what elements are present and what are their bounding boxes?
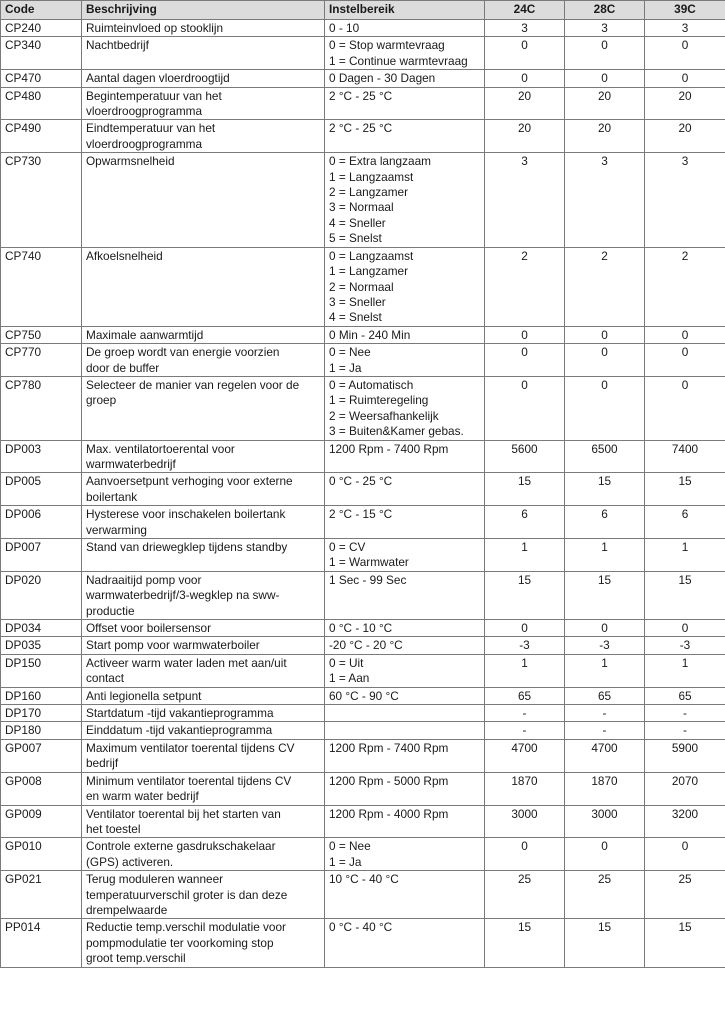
cell-24c: 3: [485, 153, 565, 247]
cell-28c: 15: [565, 571, 645, 619]
description-line: bedrijf: [86, 756, 119, 771]
table-row: [1, 37, 725, 70]
range-line: -20 °C - 20 °C: [329, 638, 403, 653]
table-row: [1, 70, 725, 87]
description-line: Stand van driewegklep tijdens standby: [86, 540, 288, 554]
cell-39c: 0: [645, 620, 725, 637]
cell-28c: 2: [565, 247, 645, 326]
cell-code: CP340: [1, 37, 82, 70]
cell-range: [325, 722, 485, 739]
cell-24c: 0: [485, 326, 565, 343]
cell-description: [82, 120, 325, 153]
cell-description: [82, 805, 325, 838]
range-line: 2 = Langzamer: [329, 185, 409, 200]
range-line: 1 = Ruimteregeling: [329, 393, 429, 408]
description-line: Maximum ventilator toerental tijdens CV: [86, 740, 295, 755]
description-line: Selecteer de manier van regelen voor de: [86, 377, 300, 392]
cell-code: DP007: [1, 539, 82, 572]
range-line: 0 = Langzaamst: [329, 248, 414, 263]
cell-description: [82, 571, 325, 619]
description-line: Hysterese voor inschakelen boilertank: [86, 507, 286, 522]
cell-description: [82, 637, 325, 654]
description-line: Offset voor boilersensor: [86, 621, 212, 636]
cell-range: [325, 376, 485, 440]
cell-range: [325, 539, 485, 572]
description-line: Max. ventilatortoerental voor: [86, 441, 235, 456]
description-line: Nachtbedrijf: [86, 38, 149, 53]
header-range: Instelbereik: [325, 1, 485, 20]
description-line: Reductie temp.verschil modulatie voor: [86, 920, 286, 935]
table-row: [1, 539, 725, 572]
cell-39c: 25: [645, 871, 725, 919]
description-line: warmwaterbedrijf/3-wegklep na sww-: [86, 588, 280, 603]
description-line: warmwaterbedrijf: [86, 456, 176, 471]
range-line: 3 = Normaal: [329, 200, 394, 215]
description-line: pompmodulatie ter voorkoming stop: [86, 935, 274, 950]
cell-code: DP150: [1, 654, 82, 687]
cell-24c: 0: [485, 620, 565, 637]
table-row: [1, 20, 725, 37]
cell-range: [325, 654, 485, 687]
range-line: 3 = Sneller: [329, 294, 386, 309]
cell-range: [325, 247, 485, 326]
description-line: Terug moduleren wanneer: [86, 872, 224, 887]
cell-description: [82, 620, 325, 637]
cell-28c: 4700: [565, 739, 645, 772]
cell-code: CP490: [1, 120, 82, 153]
cell-code: DP170: [1, 705, 82, 722]
cell-28c: 0: [565, 344, 645, 377]
cell-24c: 3000: [485, 805, 565, 838]
cell-24c: 0: [485, 344, 565, 377]
cell-description: [82, 37, 325, 70]
table-row: [1, 440, 725, 473]
cell-24c: 15: [485, 473, 565, 506]
cell-range: [325, 37, 485, 70]
description-line: vloerdroogprogramma: [86, 104, 203, 119]
range-line: 1 Sec - 99 Sec: [329, 572, 407, 587]
cell-24c: 0: [485, 70, 565, 87]
range-line: 1200 Rpm - 7400 Rpm: [329, 441, 449, 456]
cell-code: GP010: [1, 838, 82, 871]
cell-range: [325, 70, 485, 87]
cell-28c: 1870: [565, 772, 645, 805]
range-line: 0 °C - 40 °C: [329, 920, 393, 935]
cell-28c: 15: [565, 919, 645, 967]
table-row: [1, 571, 725, 619]
description-line: Activeer warm water laden met aan/uit: [86, 655, 287, 670]
cell-39c: 3: [645, 20, 725, 37]
cell-code: DP034: [1, 620, 82, 637]
cell-28c: 25: [565, 871, 645, 919]
range-line: 0 = Stop warmtevraag: [329, 38, 445, 53]
range-line: 0 Min - 240 Min: [329, 327, 411, 342]
cell-range: [325, 838, 485, 871]
cell-description: [82, 722, 325, 739]
cell-description: [82, 539, 325, 572]
cell-range: [325, 473, 485, 506]
description-line: productie: [86, 603, 135, 618]
cell-24c: -: [485, 722, 565, 739]
cell-description: [82, 654, 325, 687]
table-body: [1, 20, 725, 968]
cell-code: CP470: [1, 70, 82, 87]
cell-code: CP240: [1, 20, 82, 37]
description-line: het toestel: [86, 821, 141, 836]
cell-24c: 15: [485, 919, 565, 967]
description-line: Afkoelsnelheid: [86, 248, 163, 263]
cell-24c: 20: [485, 87, 565, 120]
description-line: Opwarmsnelheid: [86, 154, 175, 169]
cell-range: [325, 326, 485, 343]
range-line: 2 = Weersafhankelijk: [329, 408, 439, 423]
cell-description: [82, 247, 325, 326]
cell-39c: 3200: [645, 805, 725, 838]
cell-range: [325, 20, 485, 37]
cell-28c: 6: [565, 506, 645, 539]
table-row: [1, 120, 725, 153]
cell-code: GP007: [1, 739, 82, 772]
description-line: Start pomp voor warmwaterboiler: [86, 638, 260, 653]
range-line: 0 = Uit: [329, 655, 364, 670]
cell-39c: 0: [645, 70, 725, 87]
cell-39c: -: [645, 705, 725, 722]
table-row: [1, 637, 725, 654]
cell-code: CP780: [1, 376, 82, 440]
cell-description: [82, 919, 325, 967]
description-line: De groep wordt van energie voorzien: [86, 345, 280, 360]
cell-28c: -: [565, 705, 645, 722]
description-line: Einddatum -tijd vakantieprogramma: [86, 723, 273, 738]
cell-24c: 65: [485, 687, 565, 704]
range-line: 1200 Rpm - 4000 Rpm: [329, 806, 449, 821]
cell-description: [82, 838, 325, 871]
range-line: 2 = Normaal: [329, 279, 394, 294]
range-line: 1200 Rpm - 7400 Rpm: [329, 740, 449, 755]
cell-28c: 0: [565, 326, 645, 343]
cell-28c: 6500: [565, 440, 645, 473]
cell-code: CP740: [1, 247, 82, 326]
table-header-row: [1, 1, 725, 20]
cell-24c: 6: [485, 506, 565, 539]
table-row: [1, 87, 725, 120]
range-line: 2 °C - 25 °C: [329, 121, 393, 136]
cell-range: [325, 772, 485, 805]
cell-28c: 65: [565, 687, 645, 704]
range-line: 1 = Ja: [329, 360, 362, 375]
description-line: vloerdroogprogramma: [86, 136, 203, 151]
cell-39c: 7400: [645, 440, 725, 473]
range-line: 0 °C - 25 °C: [329, 474, 393, 489]
table-row: [1, 506, 725, 539]
description-line: Aantal dagen vloerdroogtijd: [86, 71, 230, 86]
cell-range: [325, 440, 485, 473]
cell-code: DP180: [1, 722, 82, 739]
cell-range: [325, 687, 485, 704]
cell-24c: 3: [485, 20, 565, 37]
cell-39c: 20: [645, 87, 725, 120]
table-row: [1, 705, 725, 722]
cell-24c: 4700: [485, 739, 565, 772]
cell-28c: -: [565, 722, 645, 739]
cell-24c: 1: [485, 539, 565, 572]
table-row: [1, 344, 725, 377]
cell-28c: 15: [565, 473, 645, 506]
table-row: [1, 739, 725, 772]
cell-28c: 0: [565, 620, 645, 637]
cell-28c: 0: [565, 37, 645, 70]
cell-24c: -3: [485, 637, 565, 654]
cell-code: DP003: [1, 440, 82, 473]
range-line: 60 °C - 90 °C: [329, 688, 399, 703]
cell-description: [82, 687, 325, 704]
range-line: 0 - 10: [329, 21, 360, 35]
cell-description: [82, 376, 325, 440]
cell-code: GP008: [1, 772, 82, 805]
cell-24c: 0: [485, 838, 565, 871]
cell-28c: 3: [565, 153, 645, 247]
description-line: contact: [86, 671, 125, 686]
cell-code: CP750: [1, 326, 82, 343]
table-row: [1, 805, 725, 838]
cell-39c: 0: [645, 838, 725, 871]
cell-28c: 3: [565, 20, 645, 37]
description-line: door de buffer: [86, 360, 160, 375]
cell-39c: 20: [645, 120, 725, 153]
range-line: 1 = Continue warmtevraag: [329, 53, 468, 68]
cell-39c: 0: [645, 37, 725, 70]
table-row: [1, 473, 725, 506]
cell-description: [82, 871, 325, 919]
cell-39c: -3: [645, 637, 725, 654]
cell-39c: -: [645, 722, 725, 739]
cell-24c: 1870: [485, 772, 565, 805]
description-line: Maximale aanwarmtijd: [86, 327, 204, 342]
cell-description: [82, 326, 325, 343]
cell-39c: 0: [645, 326, 725, 343]
cell-code: DP005: [1, 473, 82, 506]
cell-code: CP480: [1, 87, 82, 120]
cell-28c: 0: [565, 838, 645, 871]
description-line: Controle externe gasdrukschakelaar: [86, 839, 276, 854]
range-line: 1 = Warmwater: [329, 555, 409, 570]
description-line: drempelwaarde: [86, 902, 168, 917]
cell-range: [325, 506, 485, 539]
range-line: 0 = Nee: [329, 839, 371, 854]
header-description: Beschrijving: [82, 1, 325, 20]
table-row: [1, 722, 725, 739]
cell-24c: 5600: [485, 440, 565, 473]
cell-range: [325, 571, 485, 619]
header-code: Code: [1, 1, 82, 20]
range-line: 1 = Langzaamst: [329, 169, 414, 184]
cell-39c: 15: [645, 473, 725, 506]
table-row: [1, 772, 725, 805]
cell-39c: 15: [645, 919, 725, 967]
range-line: 10 °C - 40 °C: [329, 872, 399, 887]
description-line: groep: [86, 393, 117, 408]
description-line: Begintemperatuur van het: [86, 88, 222, 103]
range-line: 1 = Aan: [329, 671, 370, 686]
cell-24c: -: [485, 705, 565, 722]
description-line: (GPS) activeren.: [86, 854, 174, 869]
cell-39c: 2070: [645, 772, 725, 805]
cell-39c: 3: [645, 153, 725, 247]
table-row: [1, 654, 725, 687]
cell-39c: 1: [645, 539, 725, 572]
cell-description: [82, 440, 325, 473]
cell-24c: 0: [485, 376, 565, 440]
description-line: Startdatum -tijd vakantieprogramma: [86, 706, 274, 721]
range-line: 3 = Buiten&Kamer gebas.: [329, 424, 464, 439]
cell-39c: 15: [645, 571, 725, 619]
cell-24c: 0: [485, 37, 565, 70]
cell-39c: 6: [645, 506, 725, 539]
range-line: 0 = Extra langzaam: [329, 154, 431, 169]
cell-description: [82, 153, 325, 247]
cell-28c: 3000: [565, 805, 645, 838]
cell-code: CP730: [1, 153, 82, 247]
description-line: verwarming: [86, 522, 147, 537]
description-line: en warm water bedrijf: [86, 789, 199, 804]
range-line: 0 Dagen - 30 Dagen: [329, 71, 436, 86]
cell-range: [325, 739, 485, 772]
cell-range: [325, 344, 485, 377]
range-line: 0 = Nee: [329, 345, 371, 360]
cell-range: [325, 871, 485, 919]
cell-code: GP009: [1, 805, 82, 838]
cell-24c: 15: [485, 571, 565, 619]
cell-28c: 0: [565, 70, 645, 87]
range-line: 0 = Automatisch: [329, 377, 414, 392]
cell-code: DP006: [1, 506, 82, 539]
cell-range: [325, 620, 485, 637]
cell-code: DP020: [1, 571, 82, 619]
cell-description: [82, 473, 325, 506]
cell-28c: 20: [565, 87, 645, 120]
cell-range: [325, 705, 485, 722]
description-line: Ruimteinvloed op stooklijn: [86, 21, 224, 35]
table-row: [1, 326, 725, 343]
range-line: 2 °C - 15 °C: [329, 507, 393, 522]
table-row: [1, 687, 725, 704]
description-line: Aanvoersetpunt verhoging voor externe: [86, 474, 293, 489]
description-line: boilertank: [86, 489, 138, 504]
cell-range: [325, 805, 485, 838]
cell-39c: 0: [645, 376, 725, 440]
cell-description: [82, 344, 325, 377]
cell-range: [325, 120, 485, 153]
cell-range: [325, 919, 485, 967]
table-row: [1, 919, 725, 967]
cell-28c: 1: [565, 654, 645, 687]
header-39c: 39C: [645, 1, 725, 20]
cell-code: DP035: [1, 637, 82, 654]
table-row: [1, 620, 725, 637]
cell-28c: 20: [565, 120, 645, 153]
description-line: Anti legionella setpunt: [86, 688, 202, 703]
description-line: Ventilator toerental bij het starten van: [86, 806, 281, 821]
cell-description: [82, 506, 325, 539]
cell-24c: 25: [485, 871, 565, 919]
cell-range: [325, 153, 485, 247]
description-line: groot temp.verschil: [86, 951, 186, 966]
cell-39c: 2: [645, 247, 725, 326]
range-line: 4 = Sneller: [329, 215, 386, 230]
cell-39c: 5900: [645, 739, 725, 772]
cell-28c: -3: [565, 637, 645, 654]
header-28c: 28C: [565, 1, 645, 20]
cell-code: PP014: [1, 919, 82, 967]
cell-code: DP160: [1, 687, 82, 704]
table-row: [1, 871, 725, 919]
cell-code: GP021: [1, 871, 82, 919]
range-line: 1 = Langzamer: [329, 264, 409, 279]
description-line: temperatuurverschil groter is dan deze: [86, 887, 288, 902]
table-row: [1, 247, 725, 326]
cell-description: [82, 20, 325, 37]
cell-24c: 1: [485, 654, 565, 687]
cell-39c: 65: [645, 687, 725, 704]
range-line: 1 = Ja: [329, 854, 362, 869]
range-line: 4 = Snelst: [329, 310, 382, 325]
range-line: 5 = Snelst: [329, 231, 382, 246]
range-line: 0 = CV: [329, 540, 366, 554]
range-line: 1200 Rpm - 5000 Rpm: [329, 773, 449, 788]
table-row: [1, 153, 725, 247]
header-24c: 24C: [485, 1, 565, 20]
cell-range: [325, 637, 485, 654]
cell-description: [82, 705, 325, 722]
cell-39c: 0: [645, 344, 725, 377]
description-line: Eindtemperatuur van het: [86, 121, 216, 136]
range-line: 0 °C - 10 °C: [329, 621, 393, 636]
cell-24c: 2: [485, 247, 565, 326]
cell-39c: 1: [645, 654, 725, 687]
cell-24c: 20: [485, 120, 565, 153]
cell-range: [325, 87, 485, 120]
description-line: Nadraaitijd pomp voor: [86, 572, 202, 587]
table-row: [1, 838, 725, 871]
cell-28c: 1: [565, 539, 645, 572]
cell-description: [82, 739, 325, 772]
range-line: 2 °C - 25 °C: [329, 88, 393, 103]
cell-description: [82, 87, 325, 120]
cell-28c: 0: [565, 376, 645, 440]
table-row: [1, 376, 725, 440]
cell-description: [82, 772, 325, 805]
cell-code: CP770: [1, 344, 82, 377]
cell-description: [82, 70, 325, 87]
description-line: Minimum ventilator toerental tijdens CV: [86, 773, 292, 788]
